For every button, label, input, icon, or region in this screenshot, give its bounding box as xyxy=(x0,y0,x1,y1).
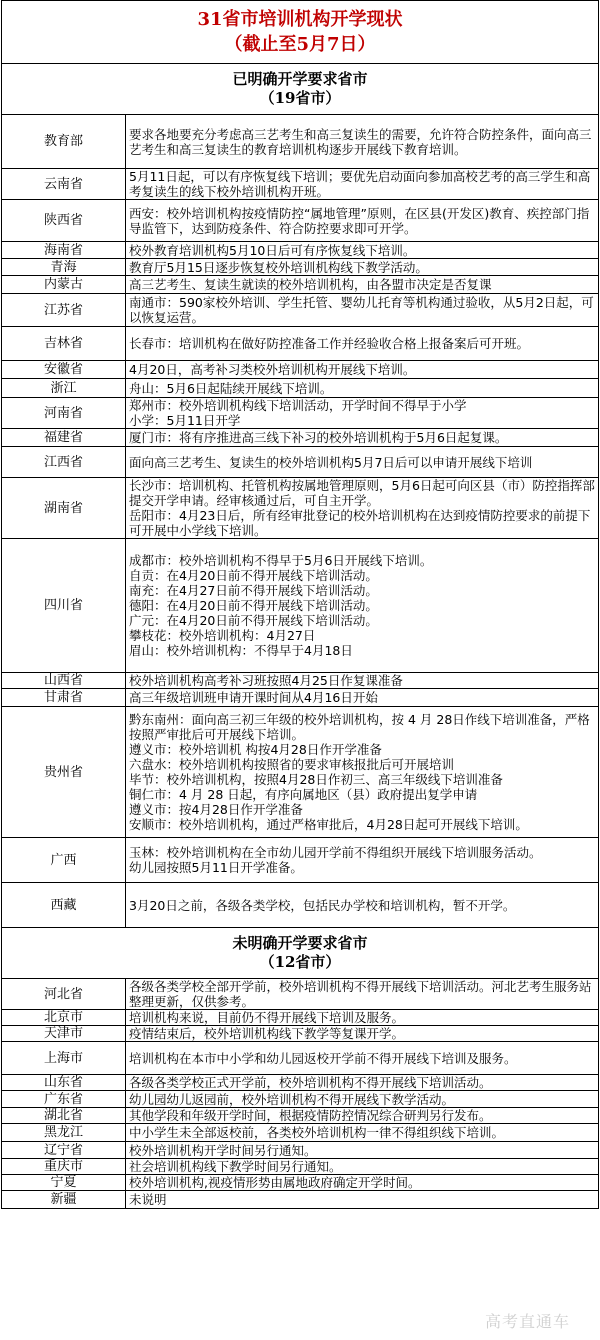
section-header-confirmed xyxy=(2,64,599,115)
province-cell: 贵州省 xyxy=(2,707,126,838)
content-cell xyxy=(126,115,599,169)
watermark: 高考直通车 xyxy=(484,1312,570,1331)
content-line: 要求各地要充分考虑高三艺考生和高三复读生的需要，允许符合防控条件，面向高三艺考生和高三复读生的教育培训机构逐步开展线下教育培训。 xyxy=(129,126,592,157)
page-title xyxy=(2,1,599,64)
content-line: 校外培训机构高考补习班按照4月25日作复课准备 xyxy=(129,673,403,688)
table-row xyxy=(2,1142,599,1159)
content-line: 遵义市：按4月28日作开学准备 xyxy=(129,802,303,817)
content-cell xyxy=(126,1026,599,1042)
content-line: 高三艺考生、复读生就读的校外培训机构，由各盟市决定是否复课 xyxy=(129,277,492,292)
table-row xyxy=(2,379,599,398)
table-row xyxy=(2,883,599,928)
table-row xyxy=(2,361,599,379)
content-line: 岳阳市：4月23日后，所有经审批登记的校外培训机构在达到疫情防控要求的前提下可开展中小学线下培训。 xyxy=(129,508,591,538)
content-cell xyxy=(126,1159,599,1175)
content-cell xyxy=(126,689,599,707)
province-cell: 海南省 xyxy=(2,242,126,259)
table-row xyxy=(2,1075,599,1091)
province-cell: 黑龙江 xyxy=(2,1124,126,1142)
content-cell xyxy=(126,478,599,539)
content-line: 铜仁市：4 月 28 日起，有序向属地区（县）政府提出复学申请 xyxy=(129,787,478,802)
content-line: 德阳：在4月20日前不得开展线下培训活动。 xyxy=(129,598,378,613)
content-line: 中小学生未全部返校前，各类校外培训机构一律不得组织线下培训。 xyxy=(129,1125,505,1140)
table-row xyxy=(2,200,599,242)
title-line-2: （截止至5月7日） xyxy=(224,34,376,55)
table-row xyxy=(2,539,599,673)
province-cell: 安徽省 xyxy=(2,361,126,379)
content-cell xyxy=(126,294,599,327)
content-cell xyxy=(126,1042,599,1075)
table-row xyxy=(2,707,599,838)
content-line: 校外培训机构,视疫情形势由属地政府确定开学时间。 xyxy=(129,1175,421,1190)
section-header-row xyxy=(2,928,599,979)
content-line: 疫情结束后，校外培训机构线下教学等复课开学。 xyxy=(129,1026,405,1041)
content-line: 眉山：校外培训机构：不得早于4月18日 xyxy=(129,643,353,658)
table-row xyxy=(2,1010,599,1026)
content-line: 玉林：校外培训机构在全市幼儿园开学前不得组织开展线下培训服务活动。 xyxy=(129,845,542,860)
content-cell xyxy=(126,259,599,276)
content-cell xyxy=(126,883,599,928)
table-row xyxy=(2,1175,599,1191)
content-cell xyxy=(126,379,599,398)
province-cell: 上海市 xyxy=(2,1042,126,1075)
table-row xyxy=(2,838,599,883)
table-row xyxy=(2,259,599,276)
content-line: 安顺市：校外培训机构，通过严格审批后，4月28日起可开展线下培训。 xyxy=(129,817,528,832)
province-cell: 河南省 xyxy=(2,398,126,429)
content-cell xyxy=(126,242,599,259)
content-line: 其他学段和年级开学时间，根据疫情防控情况综合研判另行发布。 xyxy=(129,1108,492,1123)
content-line: 长沙市：培训机构、托管机构按属地管理原则，5月6日起可向区县（市）防控指挥部提交开学申请。经审核通过后，可自主开学。 xyxy=(129,478,595,508)
table-row xyxy=(2,1191,599,1209)
table-row xyxy=(2,294,599,327)
province-cell: 福建省 xyxy=(2,429,126,447)
table-row xyxy=(2,1124,599,1142)
content-line: 未说明 xyxy=(129,1192,167,1207)
province-cell: 新疆 xyxy=(2,1191,126,1209)
province-cell: 浙江 xyxy=(2,379,126,398)
province-cell: 广西 xyxy=(2,838,126,883)
province-cell: 云南省 xyxy=(2,169,126,200)
content-cell xyxy=(126,447,599,478)
province-cell: 江苏省 xyxy=(2,294,126,327)
content-cell xyxy=(126,1124,599,1142)
content-cell xyxy=(126,327,599,361)
content-line: 郑州市：校外培训机构线下培训活动，开学时间不得早于小学 xyxy=(129,398,467,413)
province-cell: 广东省 xyxy=(2,1091,126,1108)
content-line: 各级各类学校全部开学前，校外培训机构不得开展线下培训活动。河北艺考生服务站整理更新，仅供参考。 xyxy=(129,979,592,1009)
content-cell xyxy=(126,429,599,447)
table-row xyxy=(2,979,599,1010)
content-line: 厦门市：将有序推进高三线下补习的校外培训机构于5月6日起复课。 xyxy=(129,430,508,445)
province-cell: 吉林省 xyxy=(2,327,126,361)
content-line: 幼儿园幼儿返园前，校外培训机构不得开展线下教学活动。 xyxy=(129,1091,455,1107)
section-header-unconfirmed xyxy=(2,928,599,979)
province-cell: 山东省 xyxy=(2,1075,126,1091)
table-row xyxy=(2,429,599,447)
table-row xyxy=(2,1159,599,1175)
content-line: 攀枝花：校外培训机构：4月27日 xyxy=(129,628,316,643)
content-line: 高三年级培训班申请开课时间从4月16日开始 xyxy=(129,690,378,705)
table-row xyxy=(2,1026,599,1042)
content-cell xyxy=(126,1142,599,1159)
province-cell: 河北省 xyxy=(2,979,126,1010)
content-line: 自贡：在4月20日前不得开展线下培训活动。 xyxy=(129,568,378,583)
province-cell: 内蒙古 xyxy=(2,276,126,294)
content-line: 舟山：5月6日起陆续开展线下培训。 xyxy=(129,380,333,396)
content-cell xyxy=(126,1075,599,1091)
content-line: 各级各类学校正式开学前，校外培训机构不得开展线下培训活动。 xyxy=(129,1075,492,1090)
content-line: 5月11日起，可以有序恢复线下培训；要优先启动面向参加高校艺考的高三学生和高考复读生的线下校外培训机构开班。 xyxy=(129,169,591,199)
province-cell: 江西省 xyxy=(2,447,126,478)
content-cell xyxy=(126,1175,599,1191)
content-line: 南通市：590家校外培训、学生托管、婴幼儿托育等机构通过验收，从5月2日起，可以恢复运营。 xyxy=(129,295,594,325)
content-cell xyxy=(126,361,599,379)
status-table xyxy=(1,0,599,1209)
content-line: 4月20日，高考补习类校外培训机构开展线下培训。 xyxy=(129,362,416,377)
content-line: 六盘水：校外培训机构按照省的要求审核报批后可开展培训 xyxy=(129,757,455,772)
content-cell xyxy=(126,838,599,883)
section-title: 未明确开学要求省市 xyxy=(232,934,368,952)
content-line: 遵义市：校外培训机 构按4月28日作开学准备 xyxy=(129,742,382,757)
content-line: 成都市：校外培训机构不得早于5月6日开展线下培训。 xyxy=(129,553,433,568)
table-row xyxy=(2,242,599,259)
table-row xyxy=(2,276,599,294)
content-line: 校外培训机构开学时间另行通知。 xyxy=(129,1142,317,1158)
content-line: 毕节：校外培训机构，按照4月28日作初三、高三年级线下培训准备 xyxy=(129,772,503,787)
title-row xyxy=(2,1,599,64)
province-cell: 重庆市 xyxy=(2,1159,126,1175)
table-row xyxy=(2,115,599,169)
province-cell: 山西省 xyxy=(2,673,126,689)
table-row xyxy=(2,1091,599,1108)
table-row xyxy=(2,1108,599,1124)
content-cell xyxy=(126,1091,599,1108)
content-line: 社会培训机构线下教学时间另行通知。 xyxy=(129,1159,342,1174)
content-line: 校外教育培训机构5月10日后可有序恢复线下培训。 xyxy=(129,242,416,258)
table-row xyxy=(2,689,599,707)
table-row xyxy=(2,398,599,429)
province-cell: 北京市 xyxy=(2,1010,126,1026)
content-line: 小学：5月11日开学 xyxy=(129,413,241,428)
table-row xyxy=(2,478,599,539)
province-cell: 宁夏 xyxy=(2,1175,126,1191)
section-title: 已明确开学要求省市 xyxy=(232,70,368,88)
table-row xyxy=(2,447,599,478)
province-cell: 陕西省 xyxy=(2,200,126,242)
section-header-row xyxy=(2,64,599,115)
content-cell xyxy=(126,1108,599,1124)
province-cell: 青海 xyxy=(2,259,126,276)
content-cell xyxy=(126,276,599,294)
province-cell: 湖南省 xyxy=(2,478,126,539)
content-cell xyxy=(126,169,599,200)
province-cell: 甘肃省 xyxy=(2,689,126,707)
content-line: 长春市：培训机构在做好防控准备工作并经验收合格上报备案后可开班。 xyxy=(129,336,530,351)
content-cell xyxy=(126,979,599,1010)
content-cell xyxy=(126,200,599,242)
province-cell: 四川省 xyxy=(2,539,126,673)
table-row xyxy=(2,673,599,689)
province-cell: 教育部 xyxy=(2,115,126,169)
content-cell xyxy=(126,707,599,838)
section-count: （19省市） xyxy=(259,89,341,107)
content-cell xyxy=(126,1010,599,1026)
content-line: 培训机构来说，目前仍不得开展线下培训及服务。 xyxy=(129,1010,405,1025)
content-cell xyxy=(126,398,599,429)
content-line: 西安：校外培训机构按疫情防控“属地管理”原则，在区县(开发区)教育、疾控部门指导监管下，达到防疫条件、符合防控要求即可开学。 xyxy=(129,205,590,236)
table-row xyxy=(2,169,599,200)
content-line: 南充：在4月27日前不得开展线下培训活动。 xyxy=(129,583,378,598)
content-line: 广元：在4月20日前不得开展线下培训活动。 xyxy=(129,613,378,628)
content-line: 培训机构在本市中小学和幼儿园返校开学前不得开展线下培训及服务。 xyxy=(129,1050,517,1066)
province-cell: 辽宁省 xyxy=(2,1142,126,1159)
content-cell xyxy=(126,1191,599,1209)
province-cell: 湖北省 xyxy=(2,1108,126,1124)
content-cell xyxy=(126,539,599,673)
province-cell: 天津市 xyxy=(2,1026,126,1042)
content-line: 3月20日之前，各级各类学校，包括民办学校和培训机构，暂不开学。 xyxy=(129,897,516,913)
province-cell: 西藏 xyxy=(2,883,126,928)
section-count: （12省市） xyxy=(259,953,341,971)
content-line: 教育厅5月15日逐步恢复校外培训机构线下教学活动。 xyxy=(129,259,428,275)
content-line: 幼儿园按照5月11日开学准备。 xyxy=(129,860,303,875)
content-cell xyxy=(126,673,599,689)
content-line: 面向高三艺考生、复读生的校外培训机构5月7日后可以申请开展线下培训 xyxy=(129,454,533,470)
title-line-1: 31省市培训机构开学现状 xyxy=(197,9,403,30)
table-row xyxy=(2,1042,599,1075)
content-line: 黔东南州：面向高三初三年级的校外培训机构，按 4 月 28日作线下培训准备，严格按照严审批后可开展线下培训。 xyxy=(129,712,590,742)
table-row xyxy=(2,327,599,361)
